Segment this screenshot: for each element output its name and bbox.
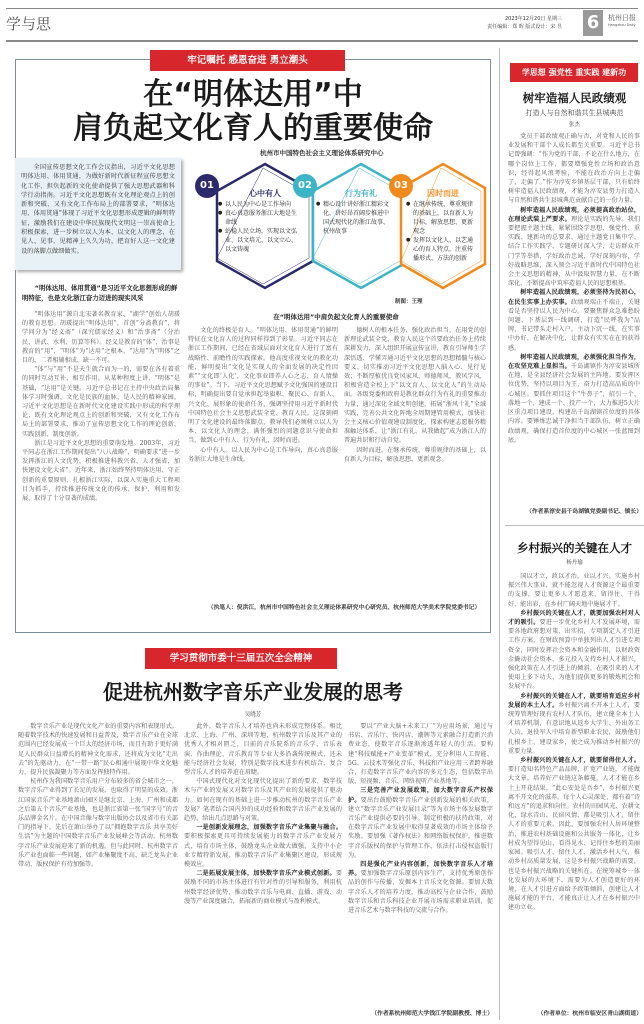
- text: 党员干部政绩观正确与否，对党和人民的事业发展和干部个人成长都至关重要。习近平总书记曾强调：“作为党的干部，不论在什么地方，在哪个岗位上工作，都要增强党性立场和政治意识，经得起风浪考验，不能在政治方向上走偏了，走偏了。”作为淳安乡镇基层干部，只有始终树牢造福人民政绩观，才能为淳安县努力打造人与自然和谐共生县城典范贡献自己的一份力量。: [508, 133, 640, 205]
- item-number-02: 02: [298, 180, 312, 191]
- main-article-col-middle: [188, 326, 338, 598]
- main-article-subhead: “明体达用、体用贯通”是习近平文化思想形成的鲜明特征，也是文化浙江奋力迈进的现实风采: [22, 284, 178, 302]
- editors: 责任编辑：郑 晖 版式设计：宋 昱: [487, 24, 562, 30]
- side-article-2-note: （作者单位：杭州市临安区青山湖街道）: [537, 1011, 642, 1017]
- lead: 乡村振兴的关键在人才，就要留得住人才。: [520, 757, 640, 765]
- text: 乡村振兴离不开本土人才，要统筹管理好现有农村人才队伍，建立健全本土人才培养机制，有意识地从返乡大学生、外出务工人员、退役军人中培育新型职业农民，鼓励他们扎根乡土、建设家乡，使之成为推动乡村振兴的重要力量。: [508, 701, 640, 755]
- paragraph: 文化的终极是育人。“明体达用、体用贯通”的鲜明特征在文化育人的过程同样得到了彰显。习近平同志在浙江工作期间，已经在省域层面对文化育人进行了富有战略性、前瞻性的实践探索。他高度重视文化的教化功能，鲜明提出“文化是实现人的全面发展的决定性因素”“文化即‘人化’，文化事业即养人心之志、育人情操的事业”。当下，习近平文化思想赋予文化强国的建设目标，明确提出要自觉承担起举旗帜、聚民心、育新人、兴文化、展形象的使命任务，强调坚持用习近平新时代中国特色社会主义思想武装全党、教育人民。这深刻阐明了文化建设的最终落脚点，教导我们必须树立以人为本、以文化人的理念，满怀强烈的问题意识与使命担当，做到心中有人、行为有礼、因时而进。: [188, 327, 338, 445]
- side-article-1-body: [508, 132, 640, 504]
- paragraph: [348, 860, 493, 915]
- paragraph: [184, 777, 342, 823]
- infographic-caption: 在“明体达用”中肩负起文化育人的重要使命: [273, 313, 399, 321]
- title-line-1: 在“明体达用”中: [143, 77, 363, 112]
- lead: 树牢造福人民政绩观，必须强化担当作为，在攻坚克难上显担当。: [508, 353, 640, 371]
- text: 要出台鼓励数字音乐产业创新发展的相关政策，建立“数字音乐产业发展目录”等为市场主体发展数字音乐产业提供必要的引导。制定积极的扶持政策，对在数字音乐产业发展中取得显著成效的市场主体给予奖励。要加强《著作权法》和网络版权保护，推进数字音乐版权的保护与管理工作，依法打击侵权盗版行为。: [348, 796, 493, 859]
- item-title-02: 行为有礼: [345, 189, 377, 198]
- lead: 乡村振兴的关键在人才，就要培育适应乡村发展的本土人才。: [508, 692, 640, 709]
- paragraph: 德树人的根本任务，强化政治担当，在用党的创新理论武装全党、教育人民这个首要政治任务上持续深耕发力，深入组织开展宣传宣讲，教育引导师生学深悟透、学懂弄通习近平文化思想的思想精髓与核心要义，切实推动习近平文化思想入脑入心、见行见效；不断厚植优良党风家风、师德师风、教风学风，积极营造全校上下“以文育人、以文化人”的生动局面。各级党委和政府是教化群众行为有礼的重要推动力量，通过深化全域文明创建，拓展“浙风十礼”全域实践，完善公共文化阵地全周期建管用模式，加快社会主义核心价值观建设制度化，探索构建志愿服务精准触达体系，让“浙江有礼、从我做起”成为浙江人的普遍共识和行动自觉。: [344, 327, 486, 445]
- main-article-title: [15, 78, 491, 146]
- paragraph: [508, 353, 640, 445]
- item-point: ● 真心真意服务浙江大地是生命线: [218, 209, 298, 227]
- main-article-col-right: [344, 326, 486, 598]
- text: 要进一步优化乡村人才发展环境，需要各地政府想对策、出实招，专项制定人才引进工作方案，在财政预算中单独列出人才引进专项资金，同时发挥社会资本和金融作用，以财政资金撬动社会资本，多元投入支持乡村人才振兴，强化政策在人才引进上的倾斜，在吸引来的人才使用上多下功夫，为他们提供更多的锻炼机会和发展平台。: [508, 619, 640, 691]
- bottom-article-author: 吴晓芳: [244, 712, 262, 718]
- paragraph: [508, 692, 640, 756]
- section-title: 学与思: [6, 15, 52, 33]
- paragraph: [508, 206, 640, 289]
- main-article-author-note: （执笔人：倪洪江，杭州市中国特色社会主义理论体系研究中心研究员、杭州师范大学美术学院党委书记）: [207, 605, 481, 611]
- paragraph: 因时而进。在继承传统、尊重规律的基础上，以育新人为目标，解放思想、更新观念。: [344, 446, 486, 463]
- item-point: ● 在继承传统、尊重规律的基础上，以育新人为目标，解放思想、更新观念: [406, 200, 478, 236]
- paragraph: [508, 572, 640, 609]
- paper-name: 杭州日报: [608, 14, 636, 22]
- paragraph: [184, 823, 342, 869]
- side-article-2-author: 杨丹瑜: [566, 560, 583, 566]
- main-article-tag: 牢记嘱托 感恩奋进 勇立潮头: [150, 50, 345, 71]
- lead: 树牢造福人民政绩观，必须提高政治站位，在理论武装上严要求。: [508, 206, 640, 223]
- main-article-col-left: [22, 310, 180, 628]
- paragraph: [18, 777, 178, 869]
- bottom-article-tag: 学习贯彻市委十三届五次全会精神: [145, 648, 337, 669]
- bottom-article-col-3: [348, 722, 493, 1006]
- item-points-03: [406, 200, 478, 263]
- lead: 二是拓展发展主体，加快数字音乐产业模式创新。: [196, 870, 336, 878]
- item-point: ● 精心设计讲好浙江精彩文化，讲好昂首阔步推进中国式现代化的浙江故事、杭州故事: [316, 200, 392, 236]
- paragraph: [508, 132, 640, 206]
- lead: 三是完善产业发展政策，加大数字音乐产权保护。: [348, 787, 493, 804]
- text: 中国式现代化对文化现代化提出了新的要求，数字技术与产业的发展又对数字音乐及其产业的发展提供了驱动力。如何在现有的基础上进一步推动杭州的数字音乐产业发展？笔者结合国内外的成功经验和数字音乐产业发展的趋势，给出几点思路与对策。: [184, 778, 342, 823]
- paragraph: [18, 722, 178, 777]
- side-article-2-title: 乡村振兴的关键在人才: [517, 541, 632, 555]
- text: 要鼓励不同的市场主体进行有针对性的引导和服务，利用杭州数字经济优势，推动数字音乐与电商、直播、游戏、动漫等产业深度融合，拓展新的商业模式与盈利模式。: [184, 870, 342, 905]
- item-points-01: [218, 200, 298, 254]
- paragraph: [184, 722, 342, 777]
- item-number-03: 03: [394, 180, 408, 191]
- paragraph: “明体达用”源自北宋著名教育家、“湖学”创始人胡瑗的教育思想。胡瑗提出“明体达用”，首创“分斋教育”，将学问分为“经义斋”（深究儒家经义）和“治事斋”（分治民、讲武、水利、历算等科）。经义是教育的“体”，治事是教育的“用”，“明体”为“达用”之根本，“达用”为“明体”之目的，二者相辅相成、缺一不可。: [22, 311, 180, 365]
- text: 要以“产业大脑+未来工厂”为应用场景，通过与书店、音乐厅、快闪店、潮牌等元素融合打造新兴消费业态，使数字音乐逐渐渗透年轻人的生活。要构建“科技赋能+产业变革”模式，充分利用人工智能、5G、云技术等强化音乐、科技和产业应用三者跨界融合，打造数字音乐产业内容的多元生态，包括数字出版、短视频、音乐、网络视听产业基地等。: [348, 723, 493, 786]
- text: 政绩观端正不端正，关键看是否坚持以人民为中心。要聚焦群众急难愁盼问题，下基层到一线调研，打造“民呼我为”品牌，书记带头走村入户，主动下沉一线，在实事中办好，在解决中化，让群众有实实在在的获得感。: [508, 298, 640, 352]
- issue-date: 2023年12月20日 星期三: [504, 16, 562, 22]
- text: 要打造知名特色产品品牌，扩宽产业链，才能做大文章。培养好产业链这条藤蔓，人才才能在乡土上开花结果。“此心安处是吾乡”，乡村振兴更离不开文化的滋养。每个人心灵深处，都有着“诗和远方”的追求和向往。农村的田园风光、农耕文化、绿水青山、民宿风情，都是吸引人才、留住人才的重要元素。因此，要加强农村人居环境整治，推进农村基础设施和公共服务一体化，让乡村成为望得见山、看得见水、记得住乡愁的美丽家园。吸引人才、留住人才、激活乡村人气，推动乡村高质量发展，这是乡村振兴战略的需要，也是乡村振兴战略的关键所在。在统筹城乡一体化发展的大环境下，需要为人才创造更好的环境，在人才引进方面给予政策倾斜，创建让人才施展才能的平台，才能真正让人才在乡村振兴中建功立业。: [508, 766, 640, 912]
- item-point: ● 站稳人民立场，实现以文弘业、以文培元、以文立心、以文铸魂: [218, 227, 298, 254]
- paragraph: [348, 722, 493, 786]
- item-point: ● 以人民为中心是工作导向: [218, 200, 298, 209]
- lead: 一是创新发展理念，加强数字音乐产业集聚与融合。: [196, 824, 342, 832]
- item-points-02: [316, 200, 392, 236]
- paragraph: [508, 609, 640, 692]
- bottom-article-col-1: [18, 722, 178, 1020]
- paragraph: [508, 756, 640, 912]
- text: 此外，数字音乐人才培养也尚未形成完整体系。相比北京、上海、广州、深圳等地，杭州数字音乐及其产业的优秀人才相对匮乏，目前的音乐院系的音乐学、音乐表演、作曲理论、音乐教育等专业大多沿袭传统模式，还未能与经济社会发展，特别是数字技术进步有机结合，复合型音乐人才的培养迫在眉睫。: [184, 723, 342, 777]
- column-divider: [499, 48, 500, 1020]
- side-article-2-body: [508, 572, 640, 1006]
- bottom-article-title: 促进杭州数字音乐产业发展的思考: [103, 680, 403, 704]
- bottom-article-col-2: [184, 722, 342, 1020]
- text: 千岛湖镇作为淳安县城所在地，是全县经济社会发展的主阵地。要发挥区位优势，坚持以项目为王，奋力打造高品质的中心城区。要抓住项目这个“牛鼻子”，招引一个、落地一个、建成一个、投产一个，大力推进5大片区重点项目建设，构建出千岛湖镇首位度的具体内容。要锤炼忠诚干净担当干部队伍，树立正确政绩观，确保打造首位度的中心城区一张蓝图到底。: [508, 363, 640, 444]
- lead: 四是强化产业内容创新，加快数字音乐人才培养。: [348, 861, 493, 878]
- title-line-2: 肩负起文化育人的重要使命: [73, 111, 433, 146]
- paragraph: 浙江是习近平文化思想的重要萌发地。2003年，习近平同志在浙江工作期间提出“八八战略”，明确要求“进一步发挥浙江的人文优势，积极推进科教兴省、人才强省，加快建设文化大省”。近年来，浙江始终坚持明体达用、守正创新的重要原则，扎根浙江实际，以深入实施重大工程项目为抓手，持续推进传统文化的传承、保护、利用和发展，取得了十分显著的成绩。: [22, 439, 180, 503]
- lead: 乡村振兴的关键在人才，就要加强农村对人才的吸引。: [508, 609, 640, 627]
- infographic-credit: 制图：王理: [395, 299, 423, 305]
- paper-name-en: Hangzhou Daily: [608, 23, 636, 27]
- main-article-byline: 杭州市中国特色社会主义理论体系研究中心: [260, 149, 384, 157]
- header-meta: [487, 15, 562, 31]
- main-article-intro: 全国宣传思想文化工作会议指出，习近平文化思想明体达用、体用贯通，为做好新时代新征程宣传思想文化工作、担负起新的文化使命提供了强大思想武器和科学行动指南。习近平文化思想既有文化理论观点上的创新和突破，又有文化工作布局上的部署要求，“明体达用、体用贯通”体现了习近平文化思想形成逻辑的鲜明特征，激励我们在建设中华民族现代文明这一崇高使命上积极探索，进一步树立以人为本、以文化人的理念，在见人、见事、见精神上久久为功，把育好人这一文化建设的落脚点做细做实。: [15, 158, 181, 270]
- paragraph: “体”与“用”不是天生就合而为一的，需要在各有着重的同时互动互补、相互作用。从某种程度上讲，“明体”是基础，“达用”是关键。习近平总书记在主持中央政治局集体学习时强调，文化是民族的血脉，是人民的精神家园。习近平文化思想是在新时代文化建设实践中形成的科学理论，既有文化理论观点上的创新和突破，又有文化工作布局上的部署要求，推动了宣传思想文化工作的理论创新、实践创新、制度创新。: [22, 366, 180, 438]
- side-article-1-author: 张杰: [568, 122, 580, 128]
- side-article-1-subtitle: 打造人与自然和谐共生县城典范: [525, 109, 624, 117]
- lead: 树牢造福人民政绩观，必须坚持为民初心，在民生实事上办实事。: [508, 289, 640, 306]
- text: 杭州作为我国数字音乐用户分布较多的省会城市之一，数字音乐产业得到了长足的发展，也取得了明显的成效。浙江国家音乐产业基地萧山园区是继北京、上海、广州和成都之后第五个音乐产业基地，也是浙江省第一张“国字号”的音乐品牌金名片。在中国音像与数字出版协会以及省市有关部门的指导下，先后在萧山举办了以“拥抱数字音乐 共享美好生活”为主题的中国数字音乐产业发展峰会等活动，杭州数字音乐产业发展迎来了新的机遇。但与此同时，杭州数字音乐产业也面临一些问题，如产业集聚度不高、缺乏龙头企业带动、版权保护有待加强等。: [18, 778, 178, 869]
- text: 要积极探索更具可持续发展能力的数字音乐产业发展方式，培育市场主体，鼓励龙头企业做大做强，支持中小企业专精特新发展，推动数字音乐产业集聚区建设，形成规模效应。: [184, 833, 342, 869]
- side-article-1-tag: 学思想 强党性 重实践 建新功: [510, 63, 638, 82]
- item-number-01: 01: [200, 180, 214, 191]
- side-article-1-title: 树牢造福人民政绩观: [522, 91, 627, 105]
- paragraph: [184, 869, 342, 906]
- item-title-01: 心中有人: [249, 189, 281, 198]
- paper-logo: [608, 13, 636, 27]
- divider: [505, 525, 644, 526]
- item-point: ● 发挥以文化人、以艺通心的育人特点，注重传播形式、方法的创新: [406, 236, 478, 263]
- paragraph: [508, 288, 640, 352]
- text: 要加强数字音乐原创内容生产，支持优秀原创作品的创作与传播，发掘本土音乐文化资源。要加大数字音乐人才的培养力度，推动高校与企业合作，鼓励数字音乐和音乐科技企业开展市场需求职业培训，促进音乐艺术与数字科技的交流与合作。: [348, 870, 493, 915]
- text: 数字音乐产业是现代文化产业的重要内容和表现形式。随着数字技术的快速发展和日益普及，数字音乐产业在全球范围内已经发展成一个巨大的经济市场，而且有助于更好满足人民群众日益增长的精神文化需求，还将成为文化“走出去”的先驱动力，在“一带一路”民心相通中展现中华文化魅力，提升民族凝聚力等方面发挥独特作用。: [18, 723, 178, 777]
- bottom-article-note: （作者系杭州师范大学钱江学院副教授、博士）: [371, 1011, 493, 1017]
- paragraph: [348, 786, 493, 860]
- header-rule: [6, 40, 638, 42]
- side-article-1-note: （作者系淳安县千岛湖镇党委副书记、镇长）: [526, 509, 642, 515]
- item-title-03: 因时而进: [427, 189, 459, 198]
- page-number: 6: [583, 10, 603, 36]
- paragraph: 心中有人。以人民为中心是工作导向，真心真意服务浙江大地是生命线。: [188, 446, 338, 463]
- top-rule: [6, 8, 638, 9]
- text: 国以才立，政以才治，业以才兴。实施乡村振兴伟大事业，就不能忽视人才资源这个最重要的支撑，要让更多人才愿意来、留得住、干得好、能出彩，在乡村广阔天地中施展才干。: [508, 573, 640, 608]
- text: 理论是实践的先导。我们要把握主题主线，紧紧围绕学思想、强党性、重实践、建新功的总要求，通过主题党日集中学、结合工作实践学、专题研讨深入学、走访群众开门学等举措，学好政治忠诚，学好深刻内容，学好战略思维，深入领会习近平新时代中国特色社会主义思想的精神，从中汲取智慧力量，在不断深化、不断提高中筑牢造福人民的思想根基。: [508, 215, 640, 288]
